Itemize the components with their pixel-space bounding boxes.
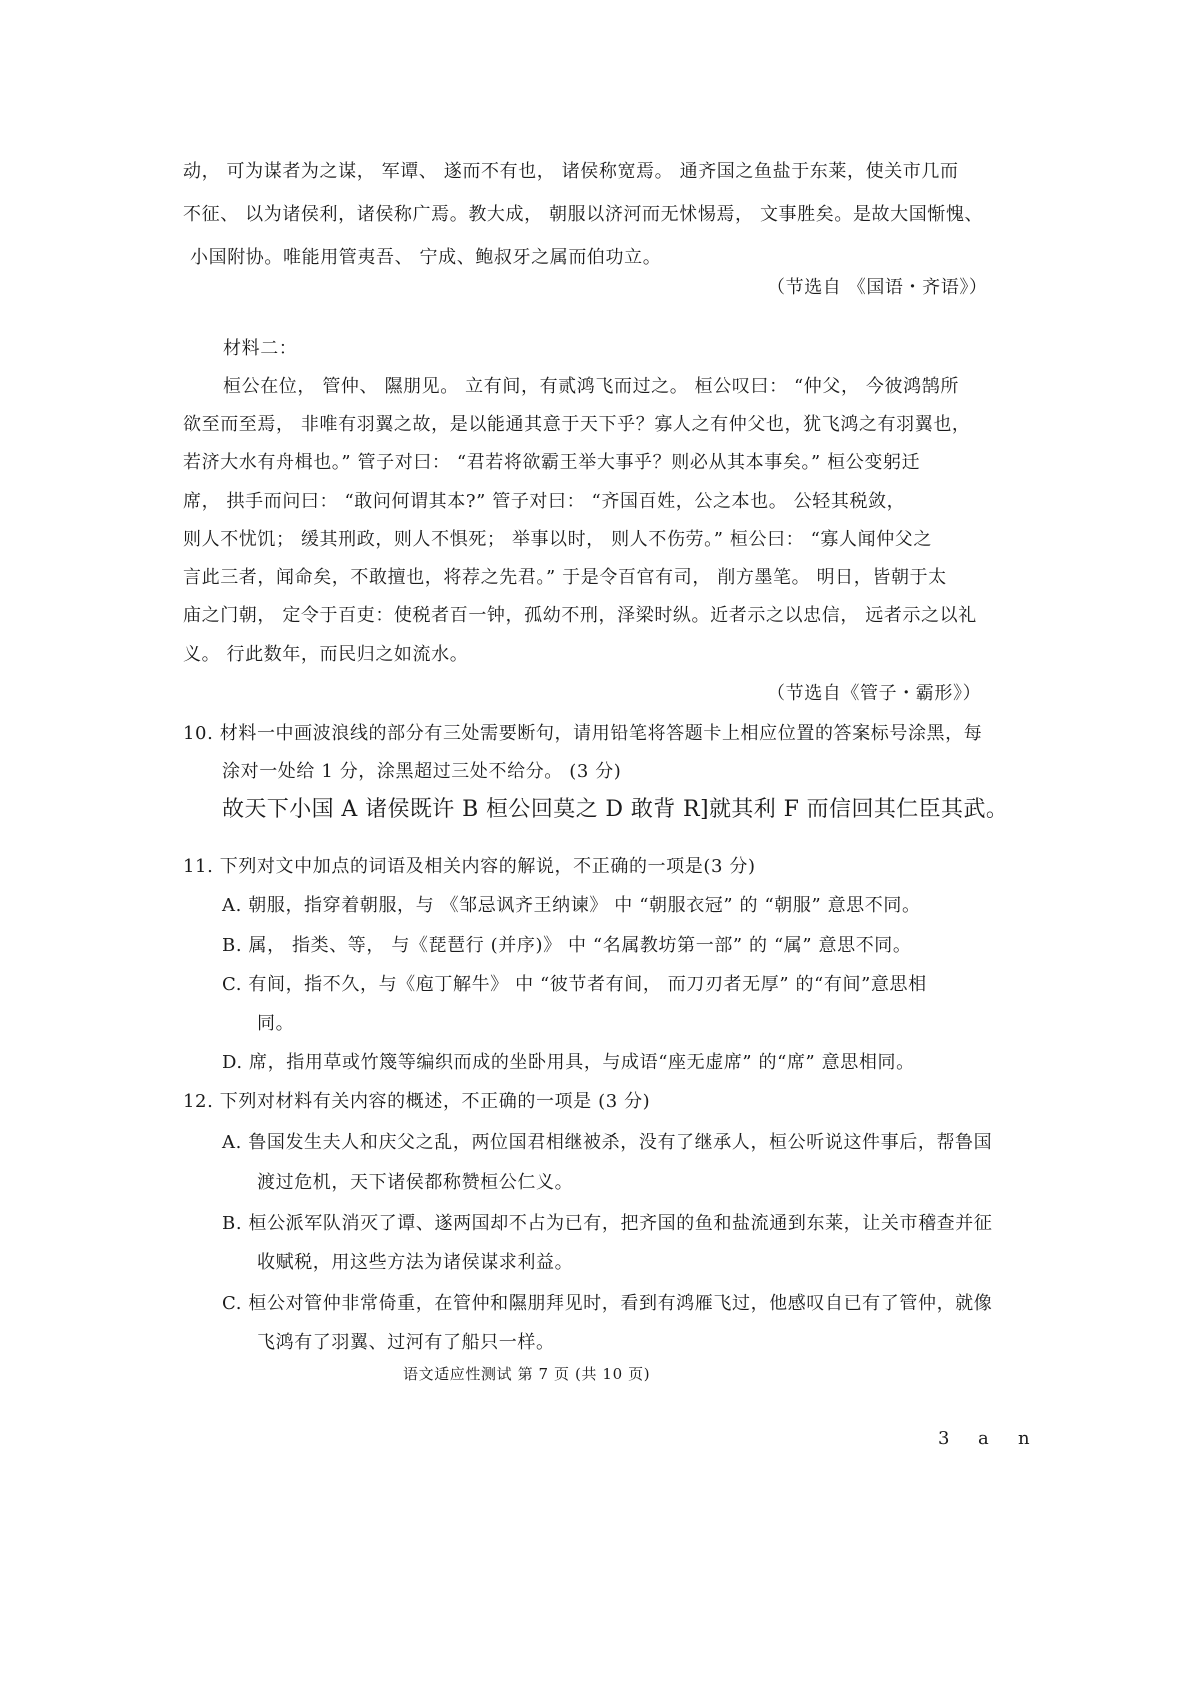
page-footer: 语文适应性测试 第 7 页 (共 10 页): [403, 1365, 651, 1383]
material1-source: （节选自 《国语・齐语》）: [767, 277, 988, 298]
q12-option-b-line-2: 收赋税，用这些方法为诸侯谋求利益。: [257, 1252, 574, 1273]
material2-line-4: 席， 拱手而问曰： “敢问何谓其本?” 管子对曰： “齐国百姓，公之本也。 公轻其税敛，: [183, 491, 906, 512]
page-mark-3: n: [1018, 1428, 1030, 1449]
material2-line-1: 桓公在位， 管仲、 隰朋见。 立有间，有贰鸿飞而过之。 桓公叹曰： “仲父， 今彼鸿鹄所: [223, 376, 959, 397]
page-mark-2: a: [978, 1428, 989, 1449]
q11-stem: 11. 下列对文中加点的词语及相关内容的解说，不正确的一项是(3 分): [183, 856, 756, 877]
q11-option-d: D. 席，指用草或竹篾等编织而成的坐卧用具，与成语“座无虚席” 的“席” 意思相同。: [222, 1052, 915, 1073]
material2-line-8: 义。 行此数年，而民归之如流水。: [183, 644, 469, 665]
q11-option-c-line-1: C. 有间，指不久，与《庖丁解牛》 中 “彼节者有间， 而刀刃者无厚” 的“有间”意思相: [222, 974, 927, 995]
material2-line-7: 庙之门朝， 定令于百吏：使税者百一钟，孤幼不刑，泽梁时纵。近者示之以忠信， 远者示之以礼: [183, 605, 977, 626]
material2-source: （节选自《管子・霸形》）: [767, 683, 982, 704]
q12-option-a-line-1: A. 鲁国发生夫人和庆父之乱，两位国君相继被杀，没有了继承人，桓公听说这件事后，帮鲁国: [222, 1132, 993, 1153]
q10-sentence: 故天下小国 A 诸侯既许 B 桓公回莫之 D 敢背 R]就其利 F 而信回其仁臣其武。: [222, 797, 1009, 822]
q11-option-c-line-2: 同。: [257, 1013, 295, 1034]
material2-line-5: 则人不忧饥； 缓其刑政，则人不惧死； 举事以时， 则人不伤劳。” 桓公曰： “寡人闻仲父之: [183, 529, 933, 550]
q12-option-b-line-1: B. 桓公派军队消灭了谭、遂两国却不占为已有，把齐国的鱼和盐流通到东莱，让关市稽查并征: [222, 1213, 993, 1234]
material2-heading: 材料二：: [223, 338, 298, 359]
q12-option-c-line-2: 飞鸿有了羽翼、过河有了船只一样。: [257, 1332, 555, 1353]
page-mark-1: 3: [938, 1428, 950, 1449]
material1-line-1: 动， 可为谋者为之谋， 军谭、 遂而不有也， 诸侯称宽焉。 通齐国之鱼盐于东莱，使关市几而: [183, 161, 959, 182]
q12-option-a-line-2: 渡过危机，天下诸侯都称赞桓公仁义。: [257, 1172, 574, 1193]
material1-line-3: 小国附协。唯能用管夷吾、 宁成、鲍叔牙之属而伯功立。: [190, 247, 662, 268]
q10-stem-line-2: 涂对一处给 1 分，涂黑超过三处不给分。 (3 分): [222, 761, 622, 782]
q11-option-b: B. 属， 指类、等， 与《琵琶行 (并序)》 中 “名属教坊第一部” 的 “属” 意思不同。: [222, 935, 912, 956]
material2-line-3: 若济大水有舟楫也。” 管子对曰： “君若将欲霸王举大事乎？则必从其本事矣。” 桓公变躬迁: [183, 452, 921, 473]
q12-option-c-line-1: C. 桓公对管仲非常倚重，在管仲和隰朋拜见时，看到有鸿雁飞过，他感叹自已有了管仲，就像: [222, 1293, 993, 1314]
material1-line-2: 不征、 以为诸侯利，诸侯称广焉。教大成， 朝服以济河而无怵惕焉， 文事胜矣。是故大国惭愧、: [183, 204, 984, 225]
q10-stem-line-1: 10. 材料一中画波浪线的部分有三处需要断句，请用铅笔将答题卡上相应位置的答案标号涂黑，每: [183, 723, 983, 744]
q12-stem: 12. 下列对材料有关内容的概述，不正确的一项是 (3 分): [183, 1091, 651, 1112]
material2-line-2: 欲至而至焉， 非唯有羽翼之故，是以能通其意于天下乎？寡人之有仲父也，犹飞鸿之有羽翼也，: [183, 414, 971, 435]
q11-option-a: A. 朝服，指穿着朝服，与 《邹忌讽齐王纳谏》 中 “朝服衣冠” 的 “朝服” 意思不同。: [222, 895, 921, 916]
material2-line-6: 言此三者，闻命矣，不敢擅也，将荐之先君。” 于是令百官有司， 削方墨笔。 明日，皆朝于太: [183, 567, 947, 588]
